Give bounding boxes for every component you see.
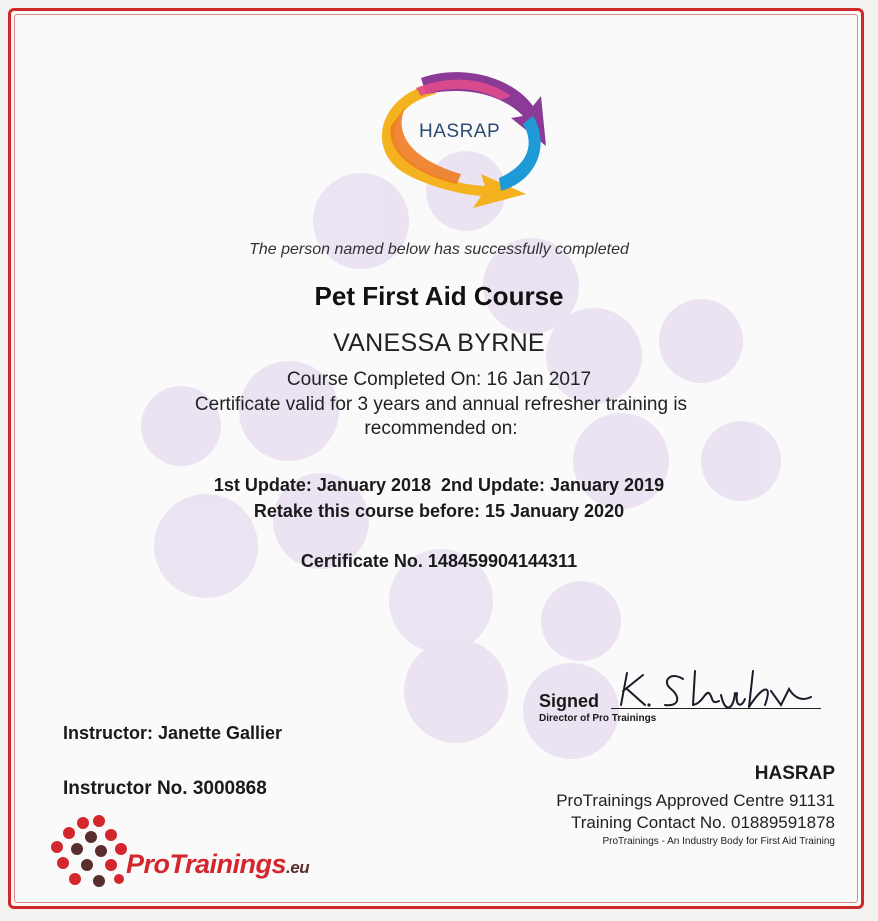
footer-org: HASRAP — [754, 763, 835, 784]
instructor-name: Instructor: Janette Gallier — [63, 723, 283, 743]
approval-block — [556, 763, 835, 847]
approved-centre: ProTrainings Approved Centre 91131 — [556, 791, 835, 810]
training-contact: Training Contact No. 01889591878 — [571, 813, 835, 832]
signature-image — [613, 665, 823, 711]
protrainings-dots-icon — [41, 811, 131, 896]
certificate-number: Certificate No. 148459904144311 — [300, 551, 578, 571]
industry-statement: ProTrainings - An Industry Body for First Aid Training — [602, 836, 835, 847]
brand-name: ProTrainings — [126, 849, 287, 879]
validity-text: Certificate valid for 3 years and annual refresher training is recommended on: — [194, 394, 688, 439]
brand-suffix: .eu — [286, 858, 310, 877]
director-title: Director of Pro Trainings — [539, 713, 657, 724]
signed-label: Signed — [539, 691, 600, 711]
update-dates: 1st Update: January 2018 2nd Update: January 2019 — [213, 475, 665, 495]
retake-date: Retake this course before: 15 January 2020 — [253, 501, 625, 521]
intro-text: The person named below has successfully completed — [249, 241, 629, 258]
course-title: Pet First Aid Course — [314, 281, 564, 311]
instructor-number: Instructor No. 3000868 — [63, 778, 267, 799]
certificate — [8, 8, 864, 909]
signature-line — [611, 708, 821, 709]
completion-date: Course Completed On: 16 Jan 2017 — [286, 369, 592, 390]
recipient-name: VANESSA BYRNE — [333, 329, 545, 357]
hasrap-logo — [361, 66, 551, 216]
hasrap-logo-text: HASRAP — [419, 121, 501, 142]
protrainings-brand — [126, 849, 309, 880]
